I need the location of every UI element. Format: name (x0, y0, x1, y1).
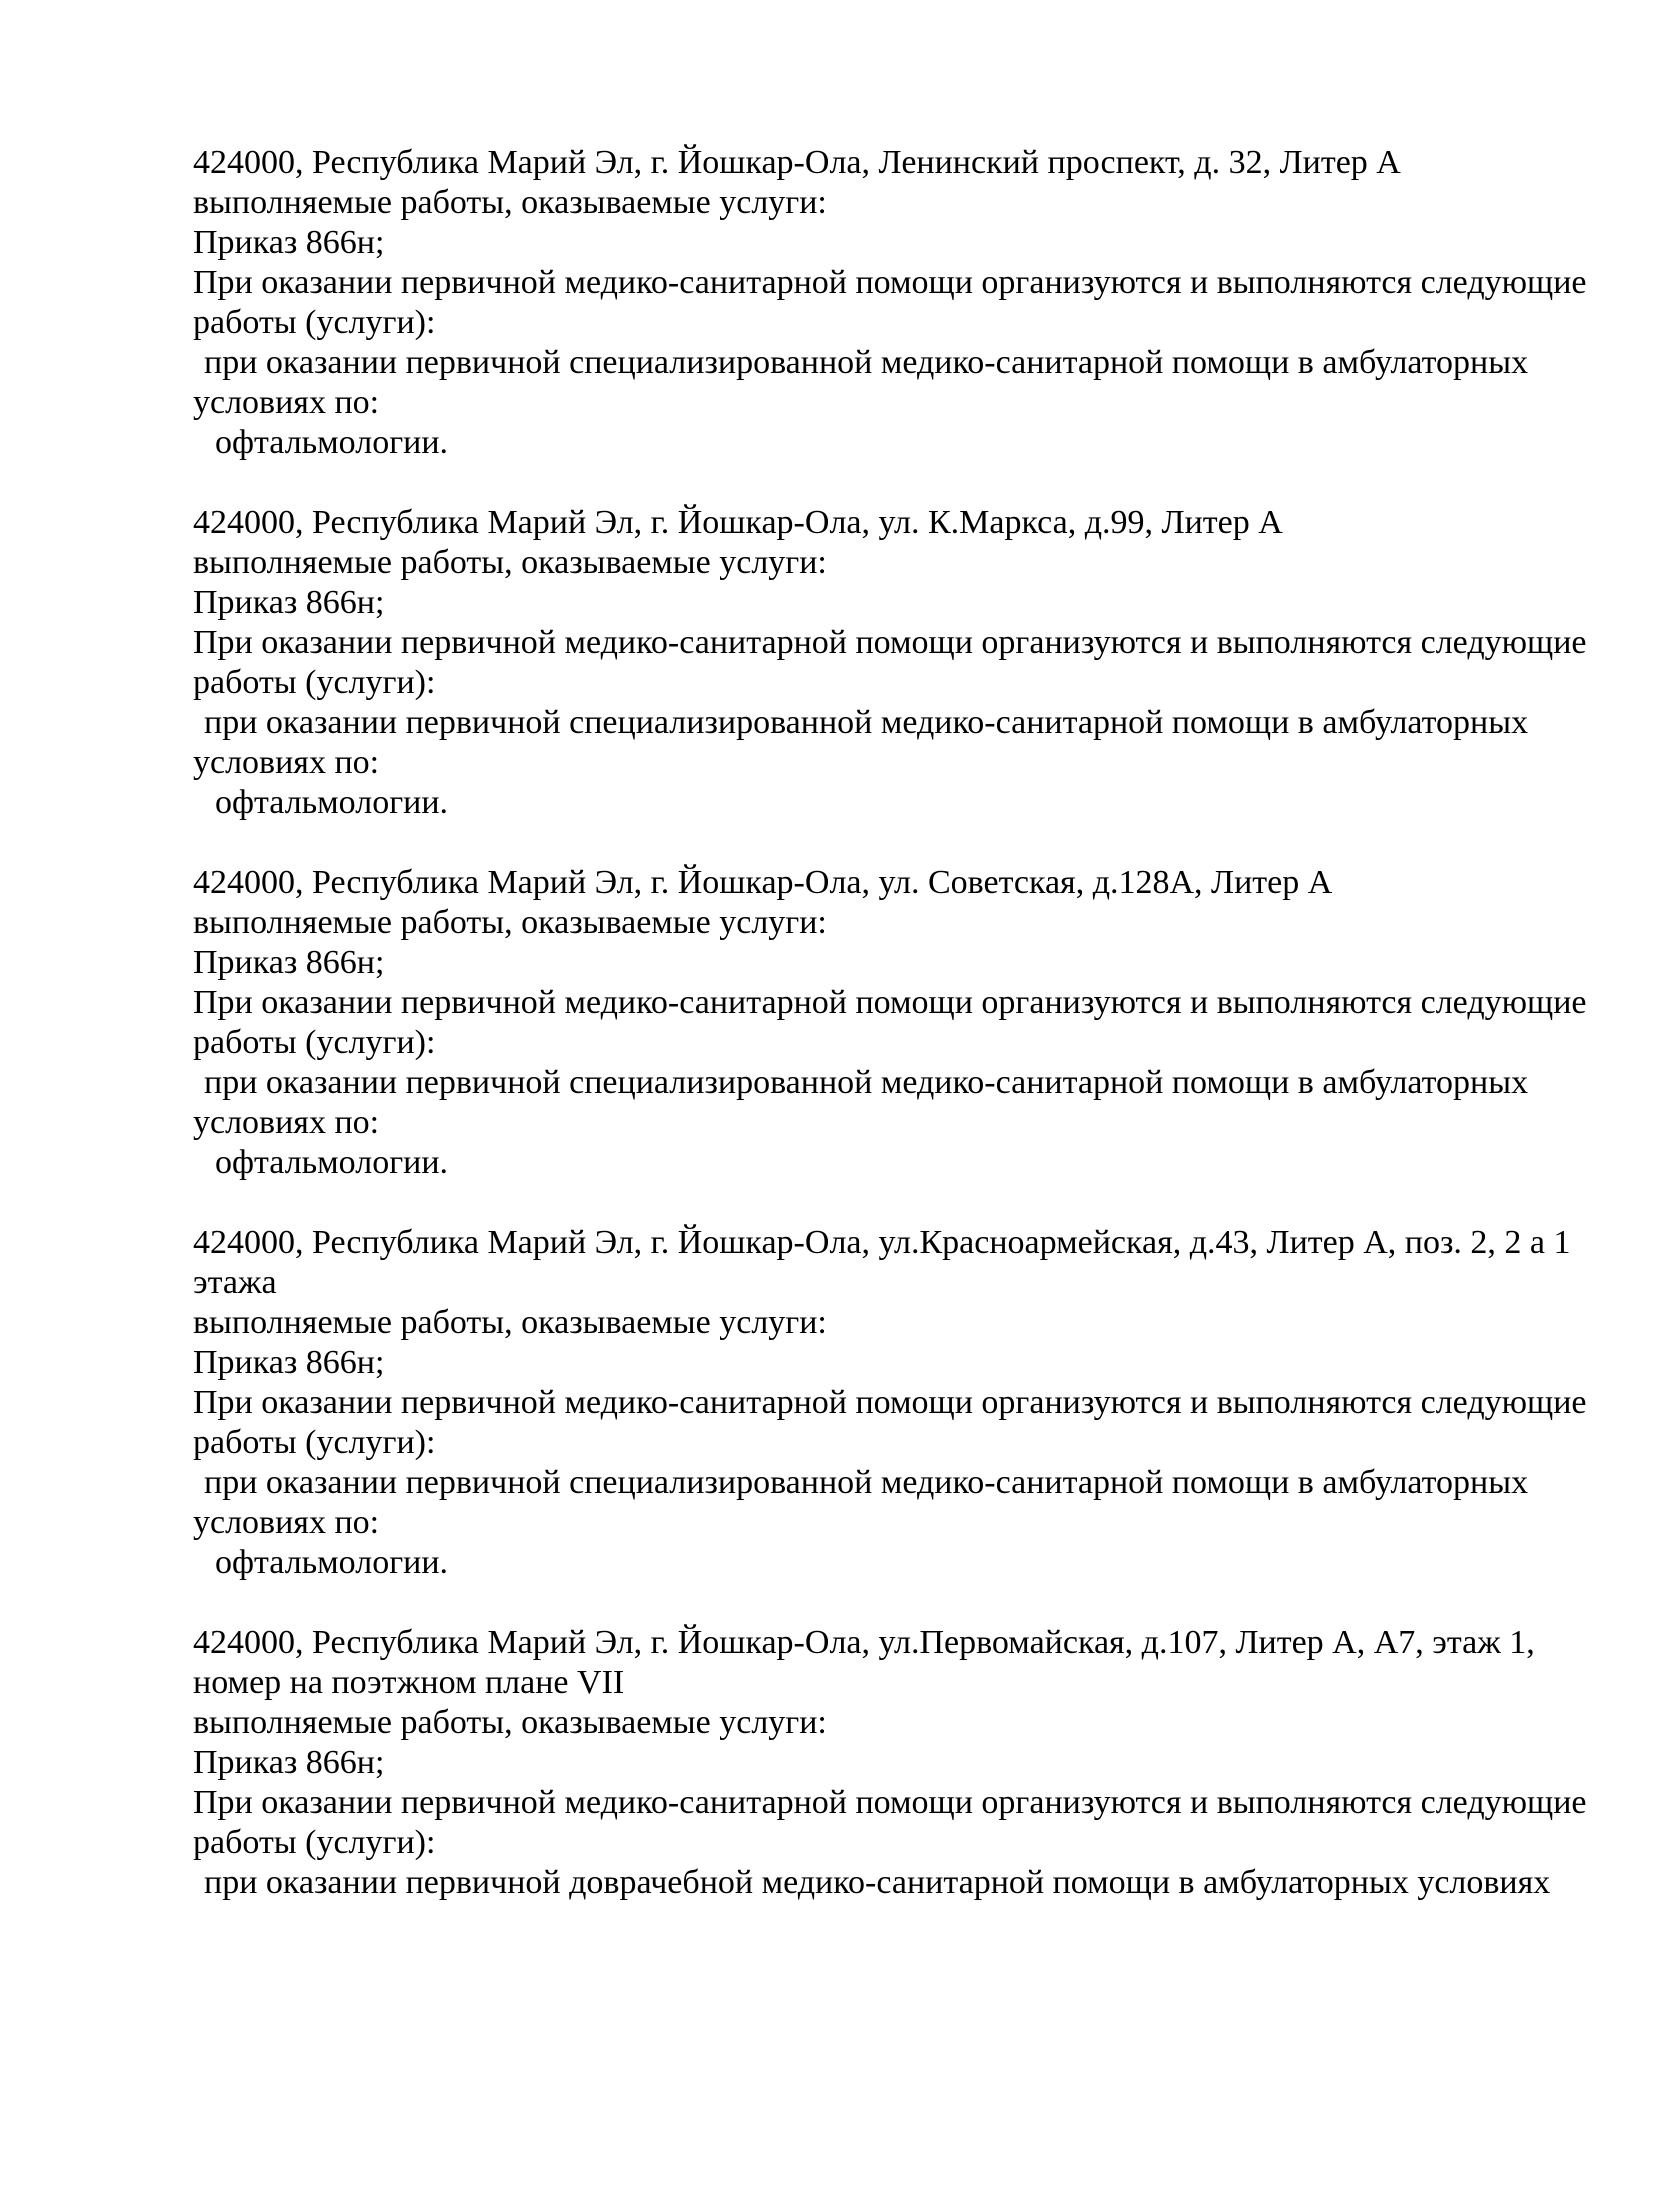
text-line: при оказании первичной специализированной медико-санитарной помощи в амбулаторных (204, 1064, 1529, 1101)
address-entry-krasnoarmeyskaya-43 (193, 1223, 1593, 1583)
text-line: При оказании первичной медико-санитарной помощи организуются и выполняются следующие (193, 624, 1587, 661)
text-line: работы (услуги): (193, 304, 436, 341)
text-line: При оказании первичной медико-санитарной помощи организуются и выполняются следующие (193, 1384, 1587, 1421)
text-line: выполняемые работы, оказываемые услуги: (193, 1704, 827, 1741)
address-entry-sovetskaya-128a (193, 863, 1593, 1183)
text-line: выполняемые работы, оказываемые услуги: (193, 184, 827, 221)
address-entry-k-marksa-99 (193, 503, 1593, 823)
text-line: выполняемые работы, оказываемые услуги: (193, 904, 827, 941)
text-line: офтальмологии. (215, 1144, 449, 1181)
text-line: Приказ 866н; (193, 584, 385, 621)
text-line: условиях по: (193, 384, 380, 421)
text-line: работы (услуги): (193, 1824, 436, 1861)
text-line: офтальмологии. (215, 1544, 449, 1581)
text-line: Приказ 866н; (193, 224, 385, 261)
text-line: выполняемые работы, оказываемые услуги: (193, 1304, 827, 1341)
text-line: 424000, Республика Марий Эл, г. Йошкар-Ола, ул. К.Маркса, д.99, Литер А (193, 504, 1283, 541)
text-line: офтальмологии. (215, 424, 449, 461)
text-line: офтальмологии. (215, 784, 449, 821)
text-line: при оказании первичной специализированной медико-санитарной помощи в амбулаторных (204, 704, 1529, 741)
text-line: При оказании первичной медико-санитарной помощи организуются и выполняются следующие (193, 264, 1587, 301)
text-line: при оказании первичной специализированной медико-санитарной помощи в амбулаторных (204, 1464, 1529, 1501)
document-text-body (193, 143, 1593, 1903)
text-line: 424000, Республика Марий Эл, г. Йошкар-Ола, Ленинский проспект, д. 32, Литер А (193, 144, 1401, 181)
text-line: условиях по: (193, 1504, 380, 1541)
text-line: Приказ 866н; (193, 944, 385, 981)
text-line: условиях по: (193, 744, 380, 781)
text-line: 424000, Республика Марий Эл, г. Йошкар-Ола, ул. Советская, д.128А, Литер А (193, 864, 1333, 901)
text-line: Приказ 866н; (193, 1744, 385, 1781)
text-line: 424000, Республика Марий Эл, г. Йошкар-Ола, ул.Первомайская, д.107, Литер А, А7, этаж 1, (193, 1624, 1535, 1661)
text-line: при оказании первичной доврачебной медико-санитарной помощи в амбулаторных условиях (204, 1864, 1551, 1901)
text-line: работы (услуги): (193, 1024, 436, 1061)
text-line: 424000, Республика Марий Эл, г. Йошкар-Ола, ул.Красноармейская, д.43, Литер А, поз. 2, 2 а 1 (193, 1224, 1571, 1261)
text-line: номер на поэтжном плане VII (193, 1664, 625, 1701)
text-line: При оказании первичной медико-санитарной помощи организуются и выполняются следующие (193, 1784, 1587, 1821)
text-line: работы (услуги): (193, 1424, 436, 1461)
text-line: При оказании первичной медико-санитарной помощи организуются и выполняются следующие (193, 984, 1587, 1021)
address-entry-pervomayskaya-107 (193, 1623, 1593, 1903)
address-entry-leninsky-32 (193, 143, 1593, 463)
text-line: работы (услуги): (193, 664, 436, 701)
text-line: этажа (193, 1264, 277, 1301)
text-line: выполняемые работы, оказываемые услуги: (193, 544, 827, 581)
text-line: условиях по: (193, 1104, 380, 1141)
text-line: при оказании первичной специализированной медико-санитарной помощи в амбулаторных (204, 344, 1529, 381)
text-line: Приказ 866н; (193, 1344, 385, 1381)
